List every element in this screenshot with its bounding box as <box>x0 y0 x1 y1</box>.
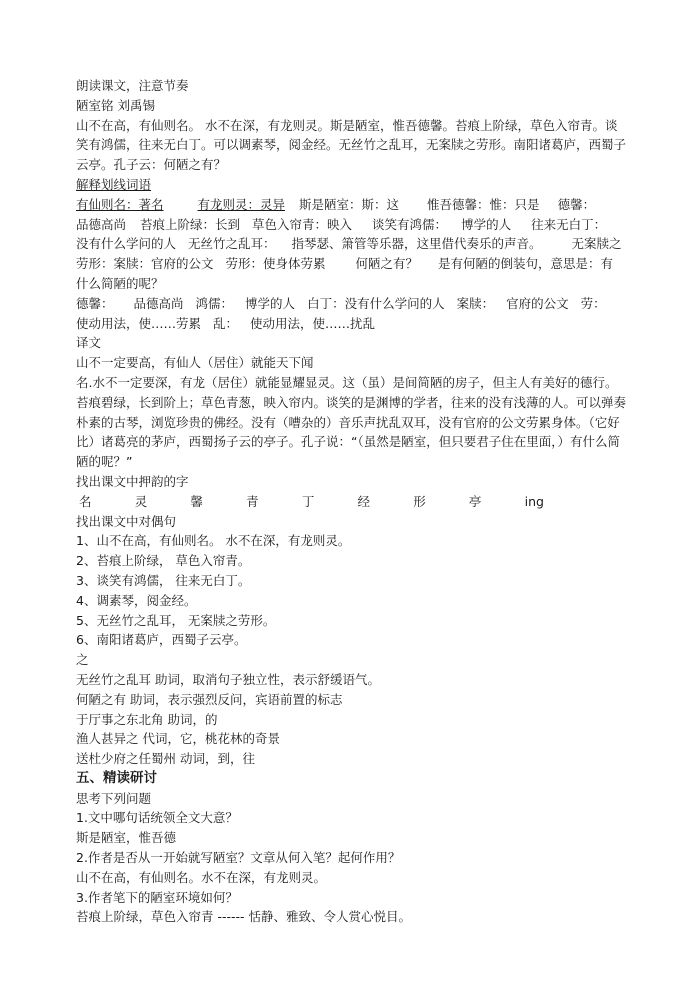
notes-line-3 <box>76 234 628 254</box>
parallel-item: 2、苔痕上阶绿， 草色入帘青。 <box>76 553 251 569</box>
zhi-usage: 于厅事之东北角 助词，的 <box>76 711 218 727</box>
rhyme-char: 形 <box>413 493 426 509</box>
note-item: 是有何陋的倒装句，意思是：有 <box>438 256 614 272</box>
parallel-item: 5、无丝竹之乱耳， 无案牍之劳形。 <box>76 612 276 628</box>
document-page <box>76 76 628 927</box>
notes-line-4 <box>76 254 628 274</box>
note-item: 品德高尚 <box>133 295 184 311</box>
answer: 斯是陋室，惟吾德 <box>76 830 177 846</box>
note-item: 官府的公文 <box>506 295 569 311</box>
note-item: 有仙则名：著名 <box>76 196 164 212</box>
question: 2.作者是否从一开始就写陋室？文章从何入笔？起何作用？ <box>76 850 401 866</box>
note-item: 有龙则灵：灵异 <box>197 196 286 212</box>
note-item: 劳： <box>580 295 606 311</box>
question: 3.作者笔下的陋室环境如何？ <box>76 889 238 905</box>
parallel-item: 3、谈笑有鸿儒， 往来无白丁。 <box>76 572 251 588</box>
note-item: 劳形：案牍：官府的公文 <box>76 256 214 272</box>
note-item: 使动用法，使……扰乱 <box>250 315 376 331</box>
rhyme-char: 名 <box>79 493 92 509</box>
rhyme-list <box>76 492 544 512</box>
note-item: 使动用法，使……劳累 <box>76 315 202 331</box>
rhyme-char: 经 <box>357 493 371 509</box>
note-item: 苔痕上阶绿：长到 <box>140 216 241 232</box>
note-item: 无丝竹之乱耳： <box>188 236 276 252</box>
poem-text: 山不在高，有仙则名。 水不在深，有龙则灵。斯是陋室，惟吾德馨。苔痕上阶绿，草色入帘青。谈笑有鸿儒，往来无白丁。可以调素琴，阅金经。无丝竹之乱耳，无案牍之劳形。南阳诸葛庐，西蜀子云亭。孔子云：何陋之有？ <box>76 117 627 173</box>
note-item: 白丁：没有什么学问的人 <box>307 295 445 311</box>
notes-line-7 <box>76 314 628 334</box>
note-item: 博学的人 <box>245 295 296 311</box>
parallel-item: 1、山不在高，有仙则名。 水不在深，有龙则灵。 <box>76 533 351 549</box>
note-item: 指琴瑟、箫管等乐器，这里借代奏乐的声音。 <box>291 236 542 252</box>
rhyme-char: 亭 <box>468 493 482 509</box>
rhyme-sound: ing <box>524 493 544 509</box>
notes-line-6 <box>76 294 628 314</box>
section-zhi: 之 <box>76 652 89 668</box>
zhi-usage: 送杜少府之任蜀州 动词，到，往 <box>76 751 255 767</box>
section-close-reading: 五、精读研讨 <box>76 769 157 786</box>
note-item: 德馨： <box>76 295 114 311</box>
notes-line-2 <box>76 215 628 235</box>
translation-line-1: 山不一定要高，有仙人（居住）就能天下闻 <box>76 355 314 371</box>
think-questions-heading: 思考下列问题 <box>76 790 152 806</box>
answer: 山不在高，有仙则名。水不在深，有龙则灵。 <box>76 869 327 885</box>
rhyme-char: 丁 <box>301 493 315 509</box>
question: 1.文中哪句话统领全文大意？ <box>76 810 238 826</box>
parallel-item: 4、调素琴，阅金经。 <box>76 592 197 608</box>
note-item: 惟吾德馨：惟：只是 <box>427 196 540 212</box>
section-translation: 译文 <box>76 335 102 351</box>
parallel-item: 6、南阳诸葛庐，西蜀子云亭。 <box>76 632 247 648</box>
note-item: 斯是陋室：斯：这 <box>299 196 400 212</box>
section-rhymes: 找出课文中押韵的字 <box>76 473 189 489</box>
poem-title-author: 陋室铭 刘禹锡 <box>76 97 155 113</box>
note-item: 乱： <box>213 315 239 331</box>
zhi-usage: 何陋之有 助词，表示强烈反问，宾语前置的标志 <box>76 691 343 707</box>
section-word-explanation: 解释划线词语 <box>76 176 152 192</box>
note-item: 品德高尚 <box>76 216 127 232</box>
zhi-usage: 渔人甚异之 代词，它，桃花林的奇景 <box>76 731 280 747</box>
answer: 苔痕上阶绿，草色入帘青 ------ 恬静、雅致、令人赏心悦目。 <box>76 909 412 925</box>
note-item: 鸿儒： <box>195 295 234 311</box>
task-read-aloud: 朗读课文，注意节奏 <box>76 78 189 93</box>
notes-line-5: 什么简陋的呢？ <box>76 275 164 291</box>
note-item: 往来无白丁： <box>531 216 607 232</box>
rhyme-char: 灵 <box>134 493 148 509</box>
note-item: 案牍： <box>456 295 495 311</box>
note-item: 没有什么学问的人 <box>76 236 177 252</box>
note-item: 德馨： <box>557 196 596 212</box>
zhi-usage: 无丝竹之乱耳 助词，取消句子独立性，表示舒缓语气。 <box>76 671 380 687</box>
note-item: 博学的人 <box>461 216 512 232</box>
note-item: 何陋之有？ <box>355 256 419 272</box>
note-item: 劳形：使身体劳累 <box>225 256 326 272</box>
translation-body: 名.水不一定要深，有龙（居住）就能显耀显灵。这（虽）是间简陋的房子，但主人有美好的德行。苔痕碧绿，长到阶上；草色青葱，映入帘内。谈笑的是渊博的学者，往来的没有浅薄的人。可以弹奏朴素的古琴，浏览珍贵的佛经。没有（嘈杂的）音乐声扰乱双耳，没有官府的公文劳累身体。（它好比）诸葛亮的茅庐，西蜀扬子云的亭子。孔子说：“（虽然是陋室，但只要君子住在里面，）有什么简陋的呢？” <box>76 374 627 470</box>
note-item: 谈笑有鸿儒： <box>372 216 448 232</box>
rhyme-char: 馨 <box>190 493 203 509</box>
note-item: 草色入帘青：映入 <box>252 216 353 232</box>
note-item: 无案牍之 <box>571 236 622 252</box>
rhyme-char: 青 <box>246 493 259 509</box>
notes-line-1 <box>76 195 628 215</box>
section-parallel-sentences: 找出课文中对偶句 <box>76 513 177 529</box>
